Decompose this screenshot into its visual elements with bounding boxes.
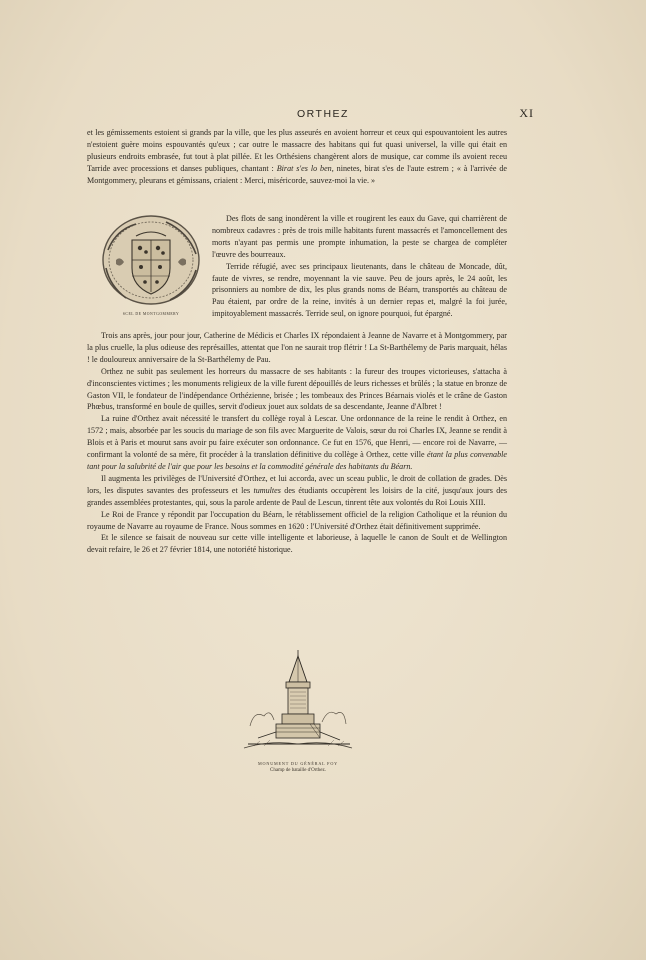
paragraph-college-quote: étant la plus convenable tant pour la salubrité de l'air que pour les besoins et la commodité générale des habitants du Béarn. bbox=[87, 450, 507, 471]
paragraph-saint-barthelemy: Trois ans après, jour pour jour, Catherine de Médicis et Charles IX répondaient à Jeanne de Navarre et à Montgommery, par la plus cruelle, la plus odieuse des représailles, attentat que l'on ne saurait trop flétrir ! La St-Barthélemy de Paris marquait, hélas ! le douloureux anniversaire de la St-Barthélemy de Pau. bbox=[87, 331, 507, 364]
montgommery-seal-illustration bbox=[96, 210, 206, 320]
paragraph-orthez-horrors: Orthez ne subit pas seulement les horreurs du massacre de ses habitants : la fureur des troupes victorieuses, s'attacha à d'inconscientes victimes ; les monuments religieux de la ville furent dépouillés de leurs richesses et brûlés ; la statue en bronze de Gaston VII, le fondateur de l'indépendance Orthézienne, brisée ; les tombeaux des Princes Béarnais violés et le crâne de Gaston Phœbus, transformé en boule de quilles, servit d'odieux jouet aux soldats de sa descendante, Jeanne d'Albret ! bbox=[87, 366, 507, 412]
paragraph-university-start: Il augmenta les privilèges de l'Université d'Orthez, et lui accorda, avec un sceau public, le droit de collation de grades. Dès lors, les disputes savantes des professeurs et les bbox=[87, 473, 507, 495]
monument-icon bbox=[240, 648, 356, 756]
text-block-wrap bbox=[212, 213, 507, 320]
paragraph-college bbox=[87, 413, 507, 473]
paragraph-opening-song: Birat s'es lo ben, bbox=[276, 163, 334, 173]
monument-illustration bbox=[240, 648, 356, 756]
paragraph-university-italic: tumultes bbox=[253, 485, 281, 495]
paragraph-silence: Et le silence se faisait de nouveau sur cette ville intelligente et laborieuse, à laquelle le canon de Soult et de Wellington devait refaire, le 26 et 27 février 1814, une notoriété historique. bbox=[87, 533, 507, 555]
text-block-top bbox=[87, 127, 507, 187]
paragraph-flood: Des flots de sang inondèrent la ville et rougirent les eaux du Gave, qui charrièrent de nombreux cadavres : près de trois mille habitants furent massacrés et l'amoncellement des morts n'ayant pas permis une prompte inhumation, la peste se chargea de compléter l'œuvre des bourreaux. bbox=[212, 214, 507, 259]
page-number: XI bbox=[519, 106, 534, 120]
monument-caption bbox=[220, 760, 376, 774]
paragraph-university bbox=[87, 473, 507, 509]
paragraph-opening bbox=[87, 127, 507, 187]
paragraph-university-end: des étudiants occupèrent les loisirs de la cité, jusqu'aux jours des grandes assemblées protestantes, qui, sous la parole ardente de Paul de Lescun, tinrent tête aux volontés du Roi Louis XIII. bbox=[87, 485, 507, 507]
monument-caption-subtitle: Champ de bataille d'Orthez. bbox=[270, 768, 326, 773]
paragraph-opening-end: ninetes, birat s'es de l'aute estrem ; « à l'arrivée de Montgommery, pleurans et gémissans, criaient : Merci, miséricorde, sauvez-moi la vie. » bbox=[87, 163, 507, 185]
paragraph-opening-text: et les gémissements estoient si grands par la ville, que les plus asseurés en avoient horreur et ceux qui espouvantoient les autres n'estoient guère moins espouvantés qu'eux ; car outre le massacre des habitans qui fut quasi universel, la ville qui était en plusieurs endroits embrasée, fut tout à plat pillée. Et les Orthésiens changèrent alors de musique, car comme ils avoient receu Tarride avec processions et danses publiques, chantant : bbox=[87, 128, 507, 173]
seal-caption: SCEL DE MONTGOMMERY bbox=[122, 312, 180, 316]
text-block-main bbox=[87, 330, 507, 556]
paragraph-roi-de-france: Le Roi de France y répondit par l'occupation du Béarn, le rétablissement officiel de la religion Catholique et la réunion du royaume de Navarre au royaume de France. Nous sommes en 1620 : l'Université d'Orthez était définitivement supprimée. bbox=[87, 509, 507, 531]
paragraph-college-text: La ruine d'Orthez avait nécessité le transfert du collège royal à Lescar. Une ordonnance de la reine le rendit à Orthez, en 1572 ; mais, absorbée par les soucis du mariage de son fils avec Marguerite de Valois, sœur du roi Charles IX, Jeanne se rendit à Blois et à Paris et mourut sans avoir pu faire exécuter son ordonnance. Ce fut en 1576, que Henri, — encore roi de Navarre, — confirmant la volonté de sa mère, fit procéder à la translation définitive du collège à Orthez, cette ville bbox=[87, 414, 507, 460]
paragraph-terride: Terride réfugié, avec ses principaux lieutenants, dans le château de Moncade, dût, faute de vivres, se rendre, moyennant la vie sauve. Peu de jours après, le 24 août, les prisonniers au nombre de dix, les plus grands noms de Béarn, transportés au château de Pau étaient, par ordre de la reine, invités à un dernier repas et, malgré la foi jurée, impitoyablement massacrés. Terride seul, on ignore pourquoi, fut épargné. bbox=[212, 261, 507, 319]
monument-caption-title: MONUMENT DU GÉNÉRAL FOY bbox=[258, 761, 338, 766]
seal-icon bbox=[96, 210, 206, 310]
running-header-title: ORTHEZ bbox=[297, 108, 349, 120]
